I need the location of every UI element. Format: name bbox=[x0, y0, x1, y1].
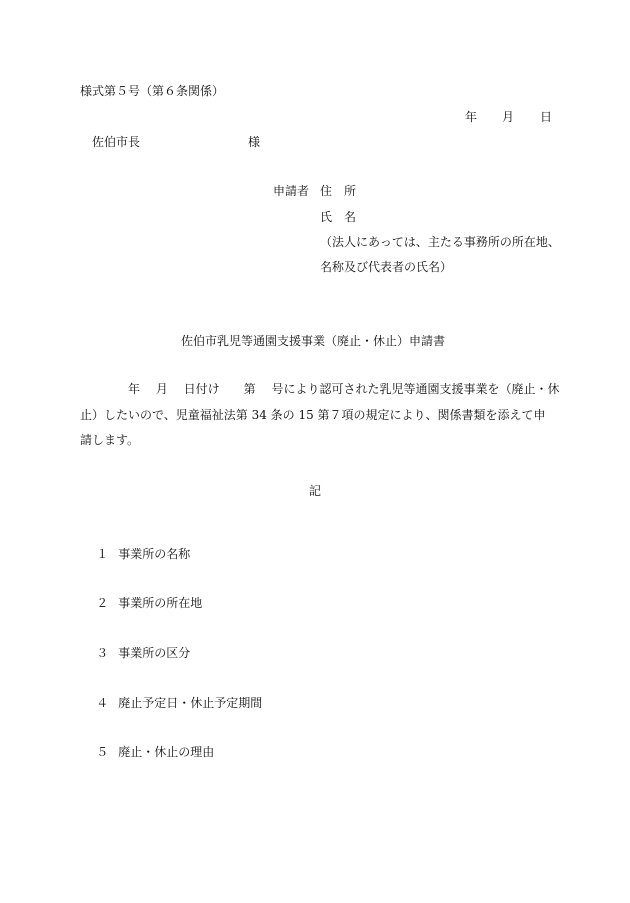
item-number: ３ bbox=[96, 646, 109, 660]
item-number: ２ bbox=[96, 596, 109, 610]
date-year: 年 bbox=[465, 110, 478, 124]
item-label: 廃止・休止の理由 bbox=[118, 745, 215, 759]
addressee-city: 佐伯市長 bbox=[92, 135, 141, 149]
item-label: 事業所の区分 bbox=[118, 646, 191, 660]
list-item bbox=[81, 731, 214, 773]
document-title: 佐伯市乳児等通園支援事業（廃止・休止）申請書 bbox=[181, 334, 446, 348]
applicant-name-label: 氏 名 bbox=[320, 210, 357, 224]
list-item bbox=[81, 682, 262, 724]
date-day: 日 bbox=[540, 110, 553, 124]
item-label: 事業所の所在地 bbox=[118, 596, 203, 610]
applicant-label: 申請者 bbox=[273, 184, 310, 198]
item-number: ５ bbox=[96, 745, 109, 759]
list-item bbox=[81, 533, 190, 575]
item-label: 事業所の名称 bbox=[118, 547, 191, 561]
form-number: 様式第５号（第６条関係） bbox=[80, 84, 225, 98]
ki-heading: 記 bbox=[309, 484, 322, 498]
body-line2: 止）したいので、児童福祉法第 34 条の 15 第７項の規定により、関係書類を添えて申 bbox=[80, 408, 546, 422]
applicant-address-label: 住 所 bbox=[320, 184, 357, 198]
date-month: 月 bbox=[502, 110, 515, 124]
list-item bbox=[81, 582, 202, 624]
item-label: 廃止予定日・休止予定期間 bbox=[118, 696, 263, 710]
list-item bbox=[81, 632, 190, 674]
applicant-note-line2: 名称及び代表者の氏名） bbox=[320, 260, 453, 274]
applicant-note-line1: （法人にあっては、主たる事務所の所在地、 bbox=[320, 235, 560, 249]
item-number: １ bbox=[96, 547, 109, 561]
body-line3: 請します。 bbox=[80, 433, 140, 447]
item-number: ４ bbox=[96, 696, 109, 710]
body-line1: 年 月 日付け 第 号により認可された乳児等通園支援事業を（廃止・休 bbox=[128, 382, 560, 396]
addressee-honorific: 様 bbox=[248, 135, 261, 149]
